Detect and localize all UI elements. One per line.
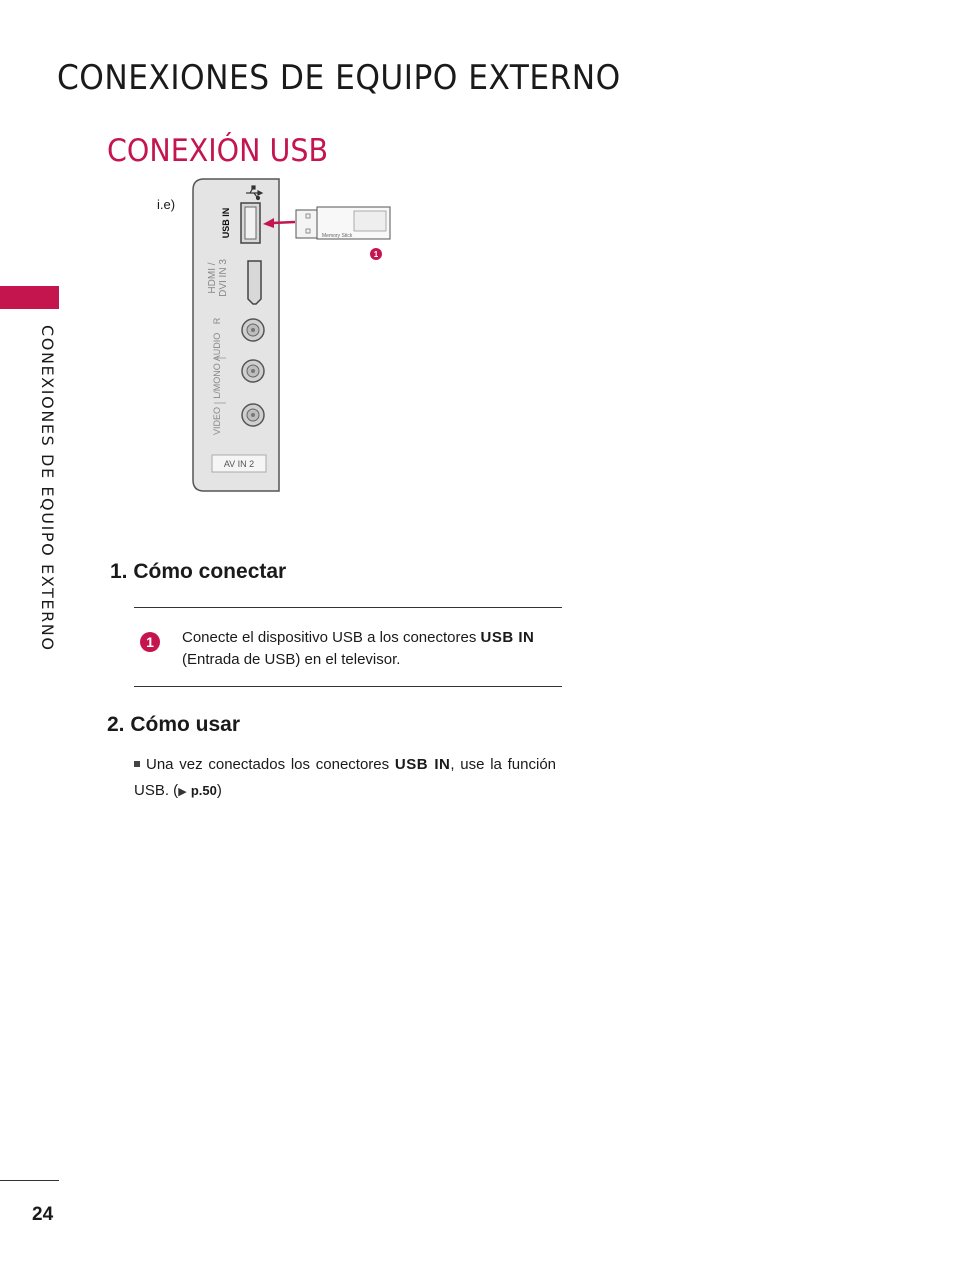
page-number: 24 [32,1204,54,1225]
step2-text-before: Una vez conectados los conectores [146,756,395,773]
step1-top-rule [134,607,562,608]
step2-text-after: , use la función USB. ( [134,756,557,799]
step2-bold-term: USB IN [394,756,451,773]
section-title: CONEXIÓN USB [107,133,329,169]
ie-label: i.e) [157,197,176,212]
usb-port-label: USB IN [221,207,231,239]
sidebar-tab [0,286,59,309]
step1-number-badge: 1 [140,632,160,652]
reference-arrow-icon: ▶ [178,786,187,798]
panel-body [193,179,279,491]
footer-rule [0,1180,59,1181]
bullet-icon [134,761,140,767]
hdmi-label-line1: HDMI / [207,262,218,294]
hdmi-port [248,261,261,304]
step2-heading: 2. Cómo usar [107,713,241,736]
callout-number: 1 [373,250,379,259]
step2-text [134,752,556,805]
audio-r-label: R [212,317,222,325]
rca-jack-r [242,319,264,341]
hdmi-label-line2: DVI IN 3 [218,259,229,297]
step1-text-before: Conecte el dispositivo USB a los conectores [182,629,481,646]
step1-text [182,627,552,671]
memory-stick-label: Memory Stick [322,233,353,239]
memory-stick-icon [296,207,390,239]
audio-l-label: L/MONO [212,363,222,399]
video-label: VIDEO [212,406,222,436]
audio-label: AUDIO [212,332,222,362]
rca-jack-video [242,404,264,426]
step1-bold-term: USB IN [480,629,535,646]
step1-heading: 1. Cómo conectar [110,560,287,583]
tv-side-panel-diagram [188,175,408,497]
step1-bottom-rule [134,686,562,687]
page-title: CONEXIONES DE EQUIPO EXTERNO [57,58,621,98]
av-in-label: AV IN 2 [223,459,255,469]
rca-jack-l [242,360,264,382]
step1-text-after: (Entrada de USB) en el televisor. [182,651,401,668]
sidebar-label: CONEXIONES DE EQUIPO EXTERNO [38,325,57,652]
step2-page-ref[interactable]: p.50 [190,783,217,798]
step2-text-end: ) [216,782,222,799]
